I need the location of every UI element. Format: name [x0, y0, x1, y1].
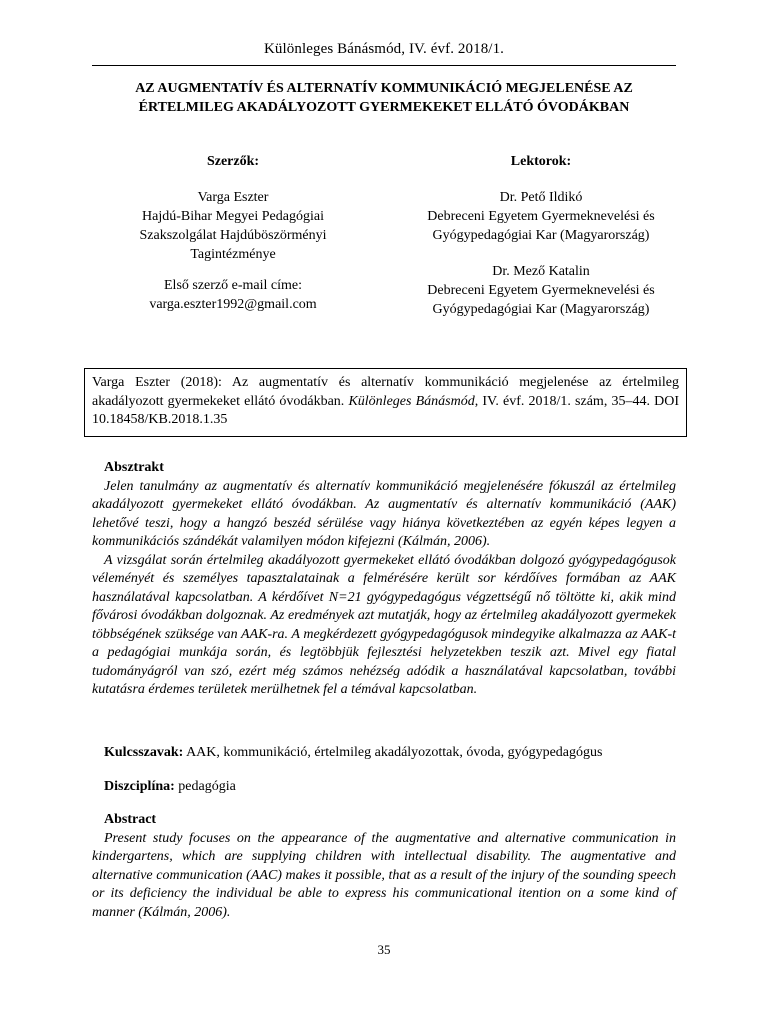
author-affiliation-line: Hajdú-Bihar Megyei Pedagógiai: [142, 209, 324, 224]
citation-details: , IV. évf. 2018/1. szám, 35–44. DOI 10.18458/KB.2018.1.35: [92, 393, 679, 427]
authors-heading: Szerzők:: [206, 154, 260, 169]
keywords-value: AAK, kommunikáció, értelmileg akadályozottak, óvoda, gyógypedagógus: [183, 745, 603, 760]
authors-column: [110, 152, 356, 314]
citation-text: Varga Eszter (2018): Az augmentatív és alternatív kommunikáció megjelenése az értelmileg akadályozott gyermekeket ellátó óvodákban.: [92, 375, 679, 409]
abstract-heading: Absztrakt: [104, 460, 164, 475]
reviewer-affiliation-line: Debreceni Egyetem Gyermeknevelési és: [427, 283, 655, 298]
keywords-line: [92, 744, 688, 763]
discipline-value: pedagógia: [174, 779, 236, 794]
citation-journal: Különleges Bánásmód: [348, 393, 475, 409]
abstract-paragraph: A vizsgálat során értelmileg akadályozott gyermekeket ellátó óvodákban dolgozó gyógypedagógusok véleményét és személyes tapasztalatainak a felmérésére került sor kérdőíves formában az AAK használatával kapcsolatban. A kérdőívet N=21 gyógypedagógus végzettségű nő töltötte ki, akik mind fővárosi óvodákban dolgoznak. Az eredmények azt mutatják, hogy az értelmileg akadályozott gyermekek többségének szüksége van AAK-ra. A megkérdezett gyógypedagógusok mindegyike alkalmazza az AAK-t a pedagógiai munkája során, és legtöbbjük fejlesztési helyzetekben teszik azt. Mivel egy fiatal tudományágról van szó, ezért még számos nehézség adódik a használatával kapcsolatban, további kutatásra érdemes területek merülhetnek fel a témával kapcsolatban.: [92, 552, 676, 697]
running-header: Különleges Bánásmód, IV. évf. 2018/1.: [263, 41, 505, 57]
discipline-line: [92, 778, 688, 797]
reviewer-affiliation-line: Gyógypedagógiai Kar (Magyarország): [432, 228, 650, 243]
abstract-paragraph: Jelen tanulmány az augmentatív és alternatív kommunikáció megjelenésére fókuszál az értelmileg akadályozott gyermekeket ellátó óvodákban. Az augmentatív és alternatív kommunikáció (AAK) lehetővé teszi, hogy a hangzó beszéd sérülése vagy hiánya következtében az egyén képes legyen a kommunikációs szándékát valamilyen módon kifejezni (Kálmán, 2006).: [92, 478, 676, 549]
header-rule: [92, 65, 676, 66]
author-affiliation-line: Szakszolgálat Hajdúböszörményi: [139, 228, 327, 243]
abstract-paragraph: Present study focuses on the appearance of the augmentative and alternative communication in kindergartens, which are supplying children with intellectual disability. The augmentative and alternative communication (AAC) makes it possible, that as a result of the injury of the sounding speech or its deficiency the individual be able to express his communicational itention on a some kind of manner (Kálmán, 2006).: [92, 830, 676, 920]
keywords-label: Kulcsszavak:: [104, 745, 184, 760]
reviewer-affiliation-line: Debreceni Egyetem Gyermeknevelési és: [427, 209, 655, 224]
reviewer-affiliation-line: Gyógypedagógiai Kar (Magyarország): [432, 302, 650, 317]
citation-box: [84, 368, 687, 437]
reviewer-name: Dr. Mező Katalin: [492, 264, 590, 279]
abstract-heading: Abstract: [104, 812, 157, 827]
author-affiliation-line: Tagintézménye: [190, 247, 276, 262]
discipline-label: Diszciplína:: [104, 779, 175, 794]
article-title: AZ AUGMENTATÍV ÉS ALTERNATÍV KOMMUNIKÁCIÓ MEGJELENÉSE AZ ÉRTELMILEG AKADÁLYOZOTT GYERMEKEKET ELLÁTÓ ÓVODÁKBAN: [135, 81, 633, 115]
author-name: Varga Eszter: [197, 190, 269, 205]
page-number: 35: [377, 942, 391, 957]
author-email: varga.eszter1992@gmail.com: [149, 297, 317, 312]
abstract-hungarian: [92, 459, 676, 700]
reviewers-column: [400, 152, 682, 319]
reviewer-name: Dr. Pető Ildikó: [499, 190, 583, 205]
abstract-english: [92, 811, 676, 922]
reviewers-heading: Lektorok:: [510, 154, 572, 169]
email-label: Első szerző e-mail címe:: [164, 278, 302, 293]
